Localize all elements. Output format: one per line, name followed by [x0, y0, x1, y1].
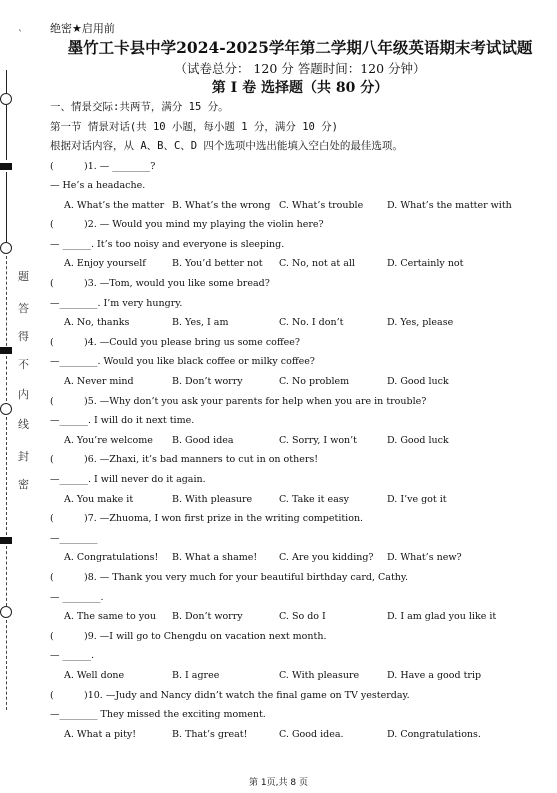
- options-row: [50, 372, 550, 392]
- directions: 根据对话内容，从 A、B、C、D 四个选项中选出能填入空白处的最佳选项。: [50, 140, 403, 152]
- binding-char: 答: [18, 302, 29, 315]
- answer-blank[interactable]: (: [50, 630, 54, 642]
- option-d[interactable]: D. Congratulations.: [387, 728, 481, 740]
- page-footer: 第 1页,共 8 页: [249, 778, 308, 788]
- binding-dashed-line: [6, 620, 7, 710]
- subsection-heading: 第一节 情景对话(共 10 小题，每小题 1 分，满分 10 分): [50, 120, 339, 133]
- binding-hole: [0, 606, 12, 618]
- options-row: [50, 313, 550, 333]
- answer-blank[interactable]: (: [50, 160, 54, 172]
- question-prompt: )10. —Judy and Nancy didn’t watch the final game on TV yesterday.: [84, 689, 410, 701]
- option-c[interactable]: C. Sorry, I won’t: [279, 434, 358, 446]
- option-a[interactable]: A. What a pity!: [64, 728, 137, 740]
- answer-blank[interactable]: (: [50, 336, 54, 348]
- question-item: [50, 627, 550, 686]
- option-a[interactable]: A. What’s the matter: [64, 199, 165, 211]
- question-item: [50, 215, 550, 274]
- question-prompt: )3. —Tom, would you like some bread?: [84, 278, 270, 290]
- option-a[interactable]: A. You make it: [64, 493, 134, 505]
- binding-tick: ˋ: [18, 30, 23, 41]
- option-d[interactable]: D. Good luck: [387, 434, 449, 446]
- question-prompt-row: [50, 157, 550, 177]
- part-heading: 第 I 卷 选择题（共 80 分）: [211, 80, 389, 96]
- option-a[interactable]: A. No, thanks: [64, 317, 130, 329]
- option-d[interactable]: D. Have a good trip: [387, 669, 482, 681]
- answer-blank[interactable]: (: [50, 395, 54, 407]
- option-b[interactable]: B. Yes, I am: [172, 317, 229, 329]
- answer-blank[interactable]: (: [50, 278, 54, 290]
- question-reply: —______. I will never do it again.: [50, 474, 206, 485]
- question-item: [50, 392, 550, 451]
- option-b[interactable]: B. That’s great!: [172, 728, 248, 740]
- options-row: [50, 196, 550, 216]
- binding-char: 密: [18, 478, 29, 491]
- binding-mark: [0, 163, 12, 170]
- option-b[interactable]: B. What a shame!: [172, 552, 258, 564]
- option-d[interactable]: D. What’s the matter with: [387, 199, 512, 211]
- question-item: [50, 157, 550, 216]
- binding-dashed-line: [6, 356, 7, 401]
- binding-char: 封: [18, 450, 29, 463]
- binding-char: 不: [18, 358, 29, 371]
- answer-blank[interactable]: (: [50, 454, 54, 466]
- question-prompt: )9. —I will go to Chengdu on vacation next month.: [84, 630, 327, 642]
- binding-mark: [0, 347, 12, 354]
- question-item: [50, 450, 550, 509]
- option-b[interactable]: B. Don’t worry: [172, 376, 243, 388]
- binding-dashed-line: [6, 417, 7, 535]
- confidential-label: 绝密★启用前: [50, 22, 115, 35]
- question-item: [50, 509, 550, 568]
- option-b[interactable]: B. Good idea: [172, 434, 234, 446]
- option-a[interactable]: A. Never mind: [64, 376, 134, 388]
- option-a[interactable]: A. Congratulations!: [64, 552, 159, 564]
- question-reply: —________. I’m very hungry.: [50, 297, 183, 309]
- option-d[interactable]: D. Certainly not: [387, 258, 464, 270]
- binding-dashed-line: [6, 256, 7, 346]
- options-row: [50, 666, 550, 686]
- question-prompt: )1. — ________?: [84, 160, 156, 172]
- options-row: [50, 490, 550, 510]
- question-item: [50, 333, 550, 392]
- answer-blank[interactable]: (: [50, 219, 54, 231]
- option-a[interactable]: A. You’re welcome: [64, 434, 153, 446]
- binding-line: [6, 105, 7, 160]
- option-d[interactable]: D. Yes, please: [387, 317, 454, 329]
- question-reply: —________: [50, 532, 98, 544]
- binding-char: 线: [18, 418, 29, 431]
- options-row: [50, 607, 550, 627]
- question-reply: — ________.: [50, 591, 104, 603]
- option-c[interactable]: C. What’s trouble: [279, 199, 364, 211]
- option-a[interactable]: A. Enjoy yourself: [64, 258, 146, 270]
- option-b[interactable]: B. I agree: [172, 669, 220, 681]
- options-row: [50, 548, 550, 568]
- question-prompt-row: [50, 392, 550, 412]
- option-b[interactable]: B. You’d better not: [172, 258, 263, 270]
- option-b[interactable]: B. With pleasure: [172, 493, 253, 505]
- option-d[interactable]: D. I am glad you like it: [387, 611, 497, 623]
- question-reply: —______. I will do it next time.: [50, 415, 195, 427]
- option-a[interactable]: A. Well done: [64, 669, 125, 681]
- option-b[interactable]: B. Don’t worry: [172, 611, 243, 623]
- question-item: [50, 686, 550, 745]
- question-prompt-row: [50, 274, 550, 294]
- question-reply: —________. Would you like black coffee or milky coffee?: [50, 356, 315, 368]
- question-list: [50, 157, 550, 745]
- binding-char: 题: [18, 270, 29, 283]
- option-c[interactable]: C. Take it easy: [279, 493, 350, 505]
- option-c[interactable]: C. Are you kidding?: [279, 552, 374, 564]
- question-item: [50, 568, 550, 627]
- option-c[interactable]: C. With pleasure: [279, 669, 360, 681]
- question-reply: — ______. It’s too noisy and everyone is sleeping.: [50, 238, 285, 250]
- answer-blank[interactable]: (: [50, 513, 54, 525]
- question-prompt-row: [50, 627, 550, 647]
- option-c[interactable]: C. No problem: [279, 376, 350, 388]
- binding-hole: [0, 242, 12, 254]
- answer-blank[interactable]: (: [50, 689, 54, 701]
- question-item: [50, 274, 550, 333]
- question-prompt: )2. — Would you mind my playing the violin here?: [84, 219, 324, 231]
- section-heading: 一、情景交际:共两节，满分 15 分。: [50, 101, 229, 113]
- option-a[interactable]: A. The same to you: [64, 611, 156, 623]
- binding-hole: [0, 403, 12, 415]
- exam-title: 墨竹工卡县中学2024-2025学年第二学期八年级英语期末考试试题: [67, 38, 533, 57]
- binding-strip: [0, 0, 46, 793]
- binding-hole: [0, 93, 12, 105]
- question-prompt: )5. —Why don’t you ask your parents for help when you are in trouble?: [84, 395, 427, 407]
- option-d[interactable]: D. What’s new?: [387, 552, 462, 564]
- question-prompt-row: [50, 215, 550, 235]
- options-row: [50, 254, 550, 274]
- binding-mark: [0, 537, 12, 544]
- question-prompt-row: [50, 450, 550, 470]
- options-row: [50, 725, 550, 745]
- question-prompt-row: [50, 686, 550, 706]
- answer-blank[interactable]: (: [50, 571, 54, 583]
- binding-dashed-line: [6, 546, 7, 606]
- option-b[interactable]: B. What’s the wrong: [172, 199, 271, 211]
- question-prompt-row: [50, 568, 550, 588]
- option-c[interactable]: C. So do I: [279, 611, 326, 623]
- question-reply: — He’s a headache.: [50, 180, 146, 192]
- question-prompt: )4. —Could you please bring us some coffee?: [84, 336, 300, 348]
- binding-char: 得: [18, 330, 29, 343]
- binding-char: 内: [18, 388, 29, 401]
- exam-page: [50, 22, 550, 744]
- question-prompt: )7. —Zhuoma, I won first prize in the writing competition.: [84, 513, 364, 525]
- option-c[interactable]: C. No, not at all: [279, 258, 355, 270]
- binding-line: [6, 172, 7, 242]
- option-c[interactable]: C. Good idea.: [279, 728, 344, 740]
- option-c[interactable]: C. No. I don’t: [279, 317, 344, 329]
- question-prompt-row: [50, 509, 550, 529]
- exam-subtitle: （试卷总分： 120 分 答题时间：120 分钟）: [174, 61, 426, 76]
- question-prompt-row: [50, 333, 550, 353]
- question-reply: — ______.: [50, 650, 95, 662]
- option-d[interactable]: D. I’ve got it: [387, 493, 447, 505]
- option-d[interactable]: D. Good luck: [387, 376, 449, 388]
- options-row: [50, 431, 550, 451]
- question-prompt: )8. — Thank you very much for your beautiful birthday card, Cathy.: [84, 571, 409, 583]
- question-prompt: )6. —Zhaxi, it’s bad manners to cut in on others!: [84, 454, 319, 466]
- question-reply: —________ They missed the exciting moment.: [50, 709, 266, 721]
